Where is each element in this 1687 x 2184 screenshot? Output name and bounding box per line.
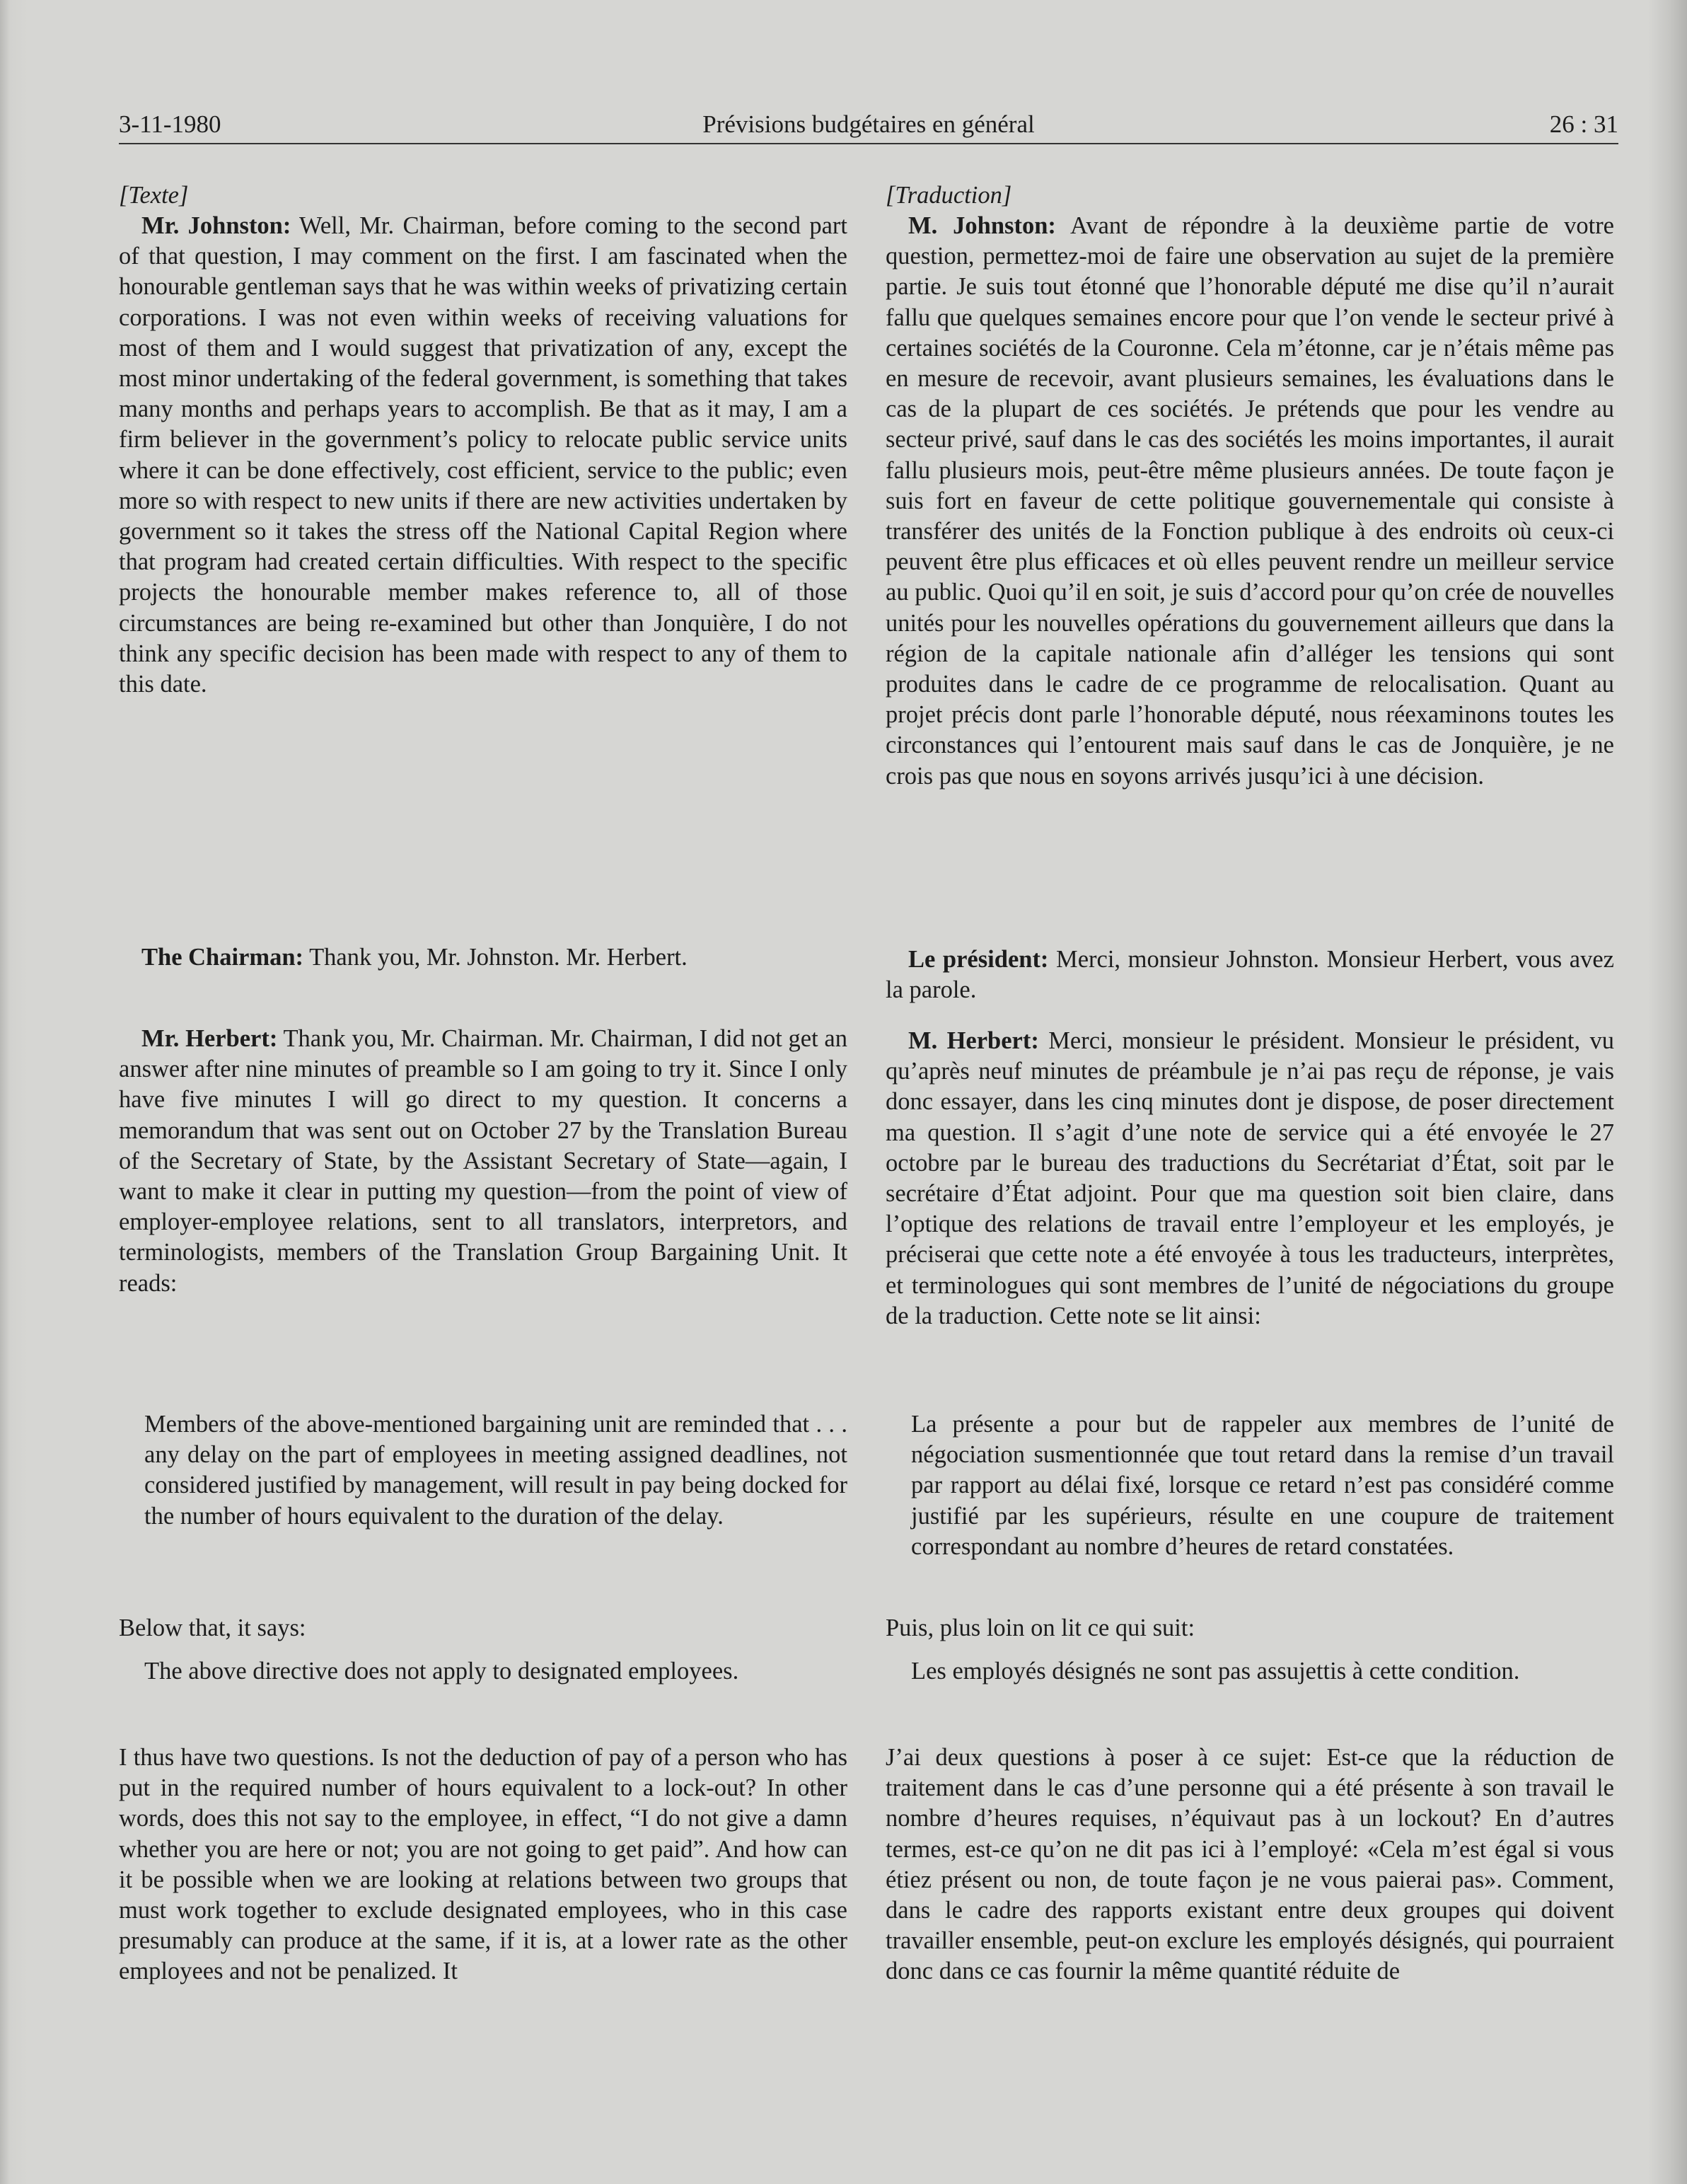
paragraph-text: Thank you, Mr. Johnston. Mr. Herbert. (303, 944, 688, 971)
below-line: Below that, it says: (119, 1614, 306, 1641)
president-paragraph-fr (886, 944, 1614, 1005)
quoted-directive: The above directive does not apply to designated employees. (144, 1658, 739, 1685)
herbert-paragraph (119, 1024, 847, 1299)
speaker-name: M. Herbert: (908, 1027, 1039, 1054)
paragraph-text: Merci, monsieur le président. Monsieur le président, vu qu’après neuf minutes de préambule je n’ai pas reçu de réponse, je vais donc essayer, dans les cinq minutes dont je dispose, de poser directement ma question. Il s’agit d’une note de service qui a été envoyée le 27 octobre par le bureau des traductions du Secrétariat d’État, soit par le secrétaire d’État adjoint. Pour que ma question soit bien claire, dans l’optique des relations de travail entre l’employeur et les employés, je préciserai que cette note a été envoyée à tous les traducteurs, interprètes, et terminologues qui sont membres de l’unité de négociations du groupe de la traduction. Cette note se lit ainsi: (886, 1027, 1614, 1329)
paragraph-text: Thank you, Mr. Chairman. Mr. Chairman, I did not get an answer after nine minutes of preamble so I am going to try it. Since I only have five minutes I will go direct to my question. It concerns a memorandum that was sent out on October 27 by the Translation Bureau of the Secretary of State, by the Assistant Secretary of State—again, I want to make it clear in putting my question—from the point of view of employer-employee relations, sent to all translators, interpretors, and terminologists, members of the Translation Group Bargaining Unit. It reads: (119, 1025, 847, 1297)
herbert-paragraph-fr (886, 1026, 1614, 1331)
questions-paragraph-fr: J’ai deux questions à poser à ce sujet: Est-ce que la réduction de traitement dans le cas d’une personne qui a été présente à son travail le nombre d’heures requises, n’équivaut pas à un lockout? En d’autres termes, est-ce qu’on ne dit pas ici à l’employé: «Cela m’est égal si vous étiez présent ou non, de toute façon je ne vous paierai pas». Comment, dans le cadre des rapports existant entre deux groupes qui doivent travailler ensemble, peut-on exclure les employés désignés, qui pourraient donc dans ce cas fournir la même quantité réduite de (886, 1744, 1614, 1985)
paragraph-text: Merci, monsieur Johnston. Monsieur Herbert, vous avez la parole. (886, 946, 1614, 1004)
quoted-memo-fr: La présente a pour but de rappeler aux membres de l’unité de négociation susmentionnée que tout retard dans la remise d’un travail par rapport au délai fixé, lorsque ce retard n’est pas considéré comme justifié par les supérieurs, résulte en une coupure de traitement correspondant au nombre d’heures de retard constatées. (911, 1411, 1614, 1560)
speaker-name: M. Johnston: (908, 212, 1056, 239)
quoted-memo: Members of the above-mentioned bargaining unit are reminded that . . . any delay on the part of employees in meeting assigned deadlines, not considered justified by management, will result in pay being docked for the number of hours equivalent to the duration of the delay. (144, 1411, 847, 1530)
header-date: 3-11-1980 (119, 110, 221, 138)
chairman-paragraph (119, 942, 847, 973)
quoted-directive-fr: Les employés désignés ne sont pas assujettis à cette condition. (911, 1658, 1520, 1685)
paragraph-text: Well, Mr. Chairman, before coming to the second part of that question, I may comment on the first. I am fascinated when the honourable gentleman says that he was within weeks of privatizing certain corporations. I was not even within weeks of receiving valuations for most of them and I would suggest that privatization of any, except the most minor undertaking of the federal government, is something that takes many months and perhaps years to accomplish. Be that as it may, I am a firm believer in the government’s policy to relocate public service units where it can be done effectively, cost efficient, service to the public; even more so with respect to new units if there are new activities undertaken by government so it takes the stress off the National Capital Region where that program had created certain difficulties. With respect to the specific projects the honourable member makes reference to, all of those circumstances are being re-examined but other than Jonquière, I do not think any specific decision has been made with respect to any of them to this date. (119, 212, 847, 698)
header-page-number: 26 : 31 (1549, 110, 1618, 138)
text-label: [Texte] (119, 182, 189, 209)
page-header (119, 106, 1618, 143)
johnston-paragraph (119, 211, 847, 700)
speaker-name: The Chairman: (141, 944, 304, 971)
speaker-name: Mr. Herbert: (141, 1025, 278, 1052)
paragraph-text: Avant de répondre à la deuxième partie de votre question, permettez-moi de faire une observation au sujet de la première partie. Je suis tout étonné que l’honorable député me dise qu’il n’aurait fallu que quelques semaines encore pour que l’on vende le secteur privé à certaines sociétés de la Couronne. Cela m’étonne, car je n’étais même pas en mesure de recevoir, avant plusieurs semaines, les évaluations dans le cas de la plupart de ces sociétés. Je prétends que pour les vendre au secteur privé, sauf dans le cas des sociétés les moins importantes, il aurait fallu plusieurs mois, peut-être même plusieurs années. De toute façon je suis fort en faveur de cette politique gouvernementale qui consiste à transférer des unités de la Fonction publique à des endroits où ceux-ci peuvent être plus efficaces et où elles peuvent rendre un meilleur service au public. Quoi qu’il en soit, je suis d’accord pour qu’on crée de nouvelles unités pour les nouvelles opérations du gouvernement ailleurs que dans la région de la capitale nationale afin d’alléger les tensions qui sont produites dans le cadre de ce programme de relocalisation. Quant au projet précis dont parle l’honorable député, nous réexaminons toutes les circonstances qui l’entourent mais sauf dans le cas de Jonquière, je ne crois pas que nous en soyons arrivés jusqu’ici à une décision. (886, 212, 1614, 790)
header-title: Prévisions budgétaires en général (702, 110, 1035, 138)
below-line-fr: Puis, plus loin on lit ce qui suit: (886, 1614, 1195, 1641)
header-rule (119, 143, 1618, 144)
traduction-label: [Traduction] (886, 182, 1012, 209)
speaker-name: Le président: (908, 946, 1049, 973)
speaker-name: Mr. Johnston: (141, 212, 291, 239)
johnston-paragraph-fr (886, 211, 1614, 792)
questions-paragraph: I thus have two questions. Is not the deduction of pay of a person who has put in the required number of hours equivalent to a lock-out? In other words, does this not say to the employee, in effect, “I do not give a damn whether you are here or not; you are not going to get paid”. And how can it be possible when we are looking at relations between two groups that must work together to exclude designated employees, who in this case presumably can produce at the same, if it is, at a lower rate as the other employees and not be penalized. It (119, 1744, 847, 1985)
